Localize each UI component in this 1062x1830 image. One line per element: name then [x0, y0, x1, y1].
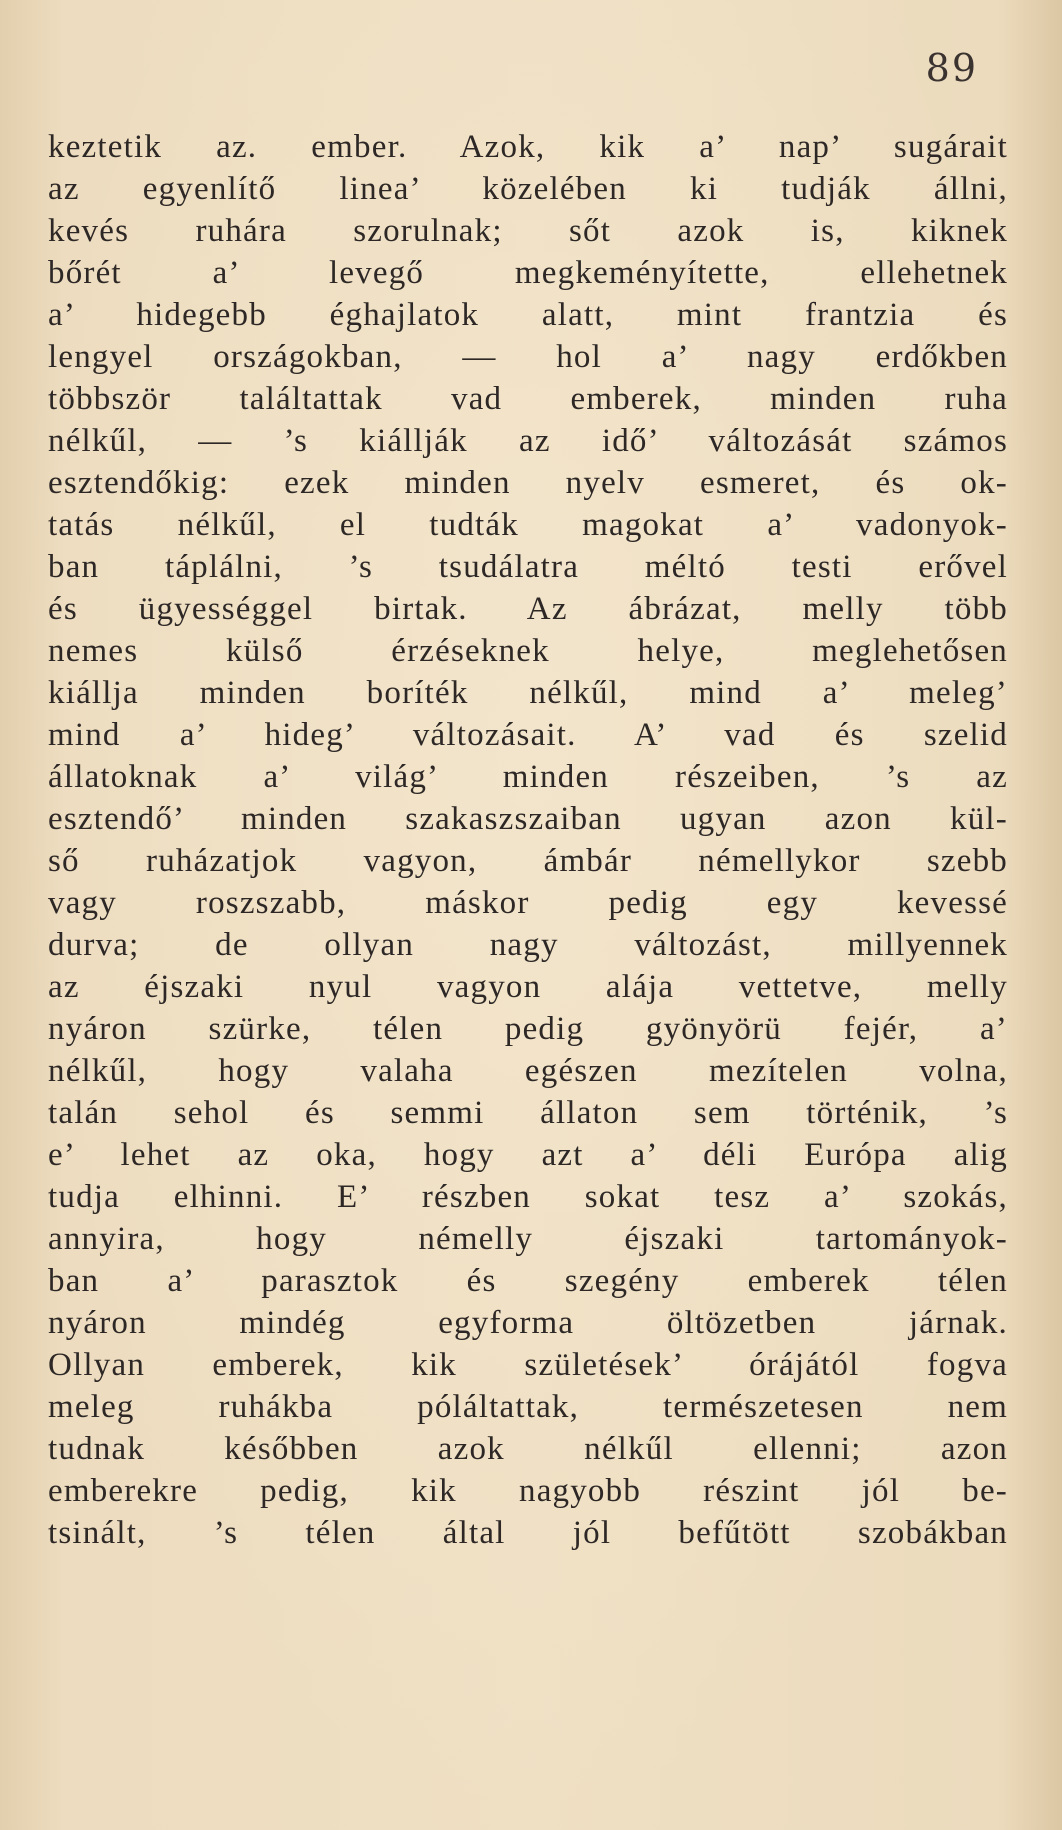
text-line: mind a’ hideg’ változásait. A’ vad és szelid: [48, 717, 1008, 753]
text-line: Ollyan emberek, kik születések’ órájától fogva: [48, 1347, 1008, 1383]
text-line: esztendő’ minden szakaszszaiban ugyan azon kül-: [48, 801, 1008, 837]
text-line: kiállja minden boríték nélkűl, mind a’ meleg’: [48, 675, 1008, 711]
text-line: tudja elhinni. E’ részben sokat tesz a’ szokás,: [48, 1179, 1008, 1215]
text-line: meleg ruhákba póláltattak, természetesen nem: [48, 1389, 1008, 1425]
text-line: többször találtattak vad emberek, minden ruha: [48, 381, 1008, 417]
text-line: e’ lehet az oka, hogy azt a’ déli Európa alig: [48, 1137, 1008, 1173]
text-line: talán sehol és semmi állaton sem történik, ’s: [48, 1095, 1008, 1131]
page-number: 89: [925, 46, 978, 90]
text-line: nélkűl, — ’s kiállják az idő’ változását számos: [48, 423, 1008, 459]
text-line: az éjszaki nyul vagyon alája vettetve, melly: [48, 969, 1008, 1005]
text-line: nemes külső érzéseknek helye, meglehetősen: [48, 633, 1008, 669]
text-line: és ügyességgel birtak. Az ábrázat, melly több: [48, 591, 1008, 627]
text-line: nyáron szürke, télen pedig gyönyörü fejér, a’: [48, 1011, 1008, 1047]
text-line: ső ruházatjok vagyon, ámbár némellykor szebb: [48, 843, 1008, 879]
text-line: vagy roszszabb, máskor pedig egy kevessé: [48, 885, 1008, 921]
text-line: tsinált, ’s télen által jól befűtött szobákban: [48, 1515, 1008, 1551]
text-line: nélkűl, hogy valaha egészen mezítelen volna,: [48, 1053, 1008, 1089]
text-line: durva; de ollyan nagy változást, millyennek: [48, 927, 1008, 963]
text-line: tudnak későbben azok nélkűl ellenni; azon: [48, 1431, 1008, 1467]
text-line: annyira, hogy némelly éjszaki tartományok-: [48, 1221, 1008, 1257]
text-line: ban a’ parasztok és szegény emberek télen: [48, 1263, 1008, 1299]
text-line: lengyel országokban, — hol a’ nagy erdőkben: [48, 339, 1008, 375]
text-line: keztetik az. ember. Azok, kik a’ nap’ sugárait: [48, 129, 1008, 165]
text-line: az egyenlítő linea’ közelében ki tudják állni,: [48, 171, 1008, 207]
text-line: ban táplálni, ’s tsudálatra méltó testi erővel: [48, 549, 1008, 585]
text-line: kevés ruhára szorulnak; sőt azok is, kiknek: [48, 213, 1008, 249]
text-line: állatoknak a’ világ’ minden részeiben, ’s az: [48, 759, 1008, 795]
text-line: bőrét a’ levegő megkeményítette, ellehetnek: [48, 255, 1008, 291]
text-line: nyáron mindég egyforma öltözetben járnak.: [48, 1305, 1008, 1341]
text-line: esztendőkig: ezek minden nyelv esmeret, és ok-: [48, 465, 1008, 501]
text-line: tatás nélkűl, el tudták magokat a’ vadonyok-: [48, 507, 1008, 543]
text-line: a’ hidegebb éghajlatok alatt, mint frantzia és: [48, 297, 1008, 333]
text-line: emberekre pedig, kik nagyobb részint jól be-: [48, 1473, 1008, 1509]
body-text: [48, 126, 1008, 1554]
